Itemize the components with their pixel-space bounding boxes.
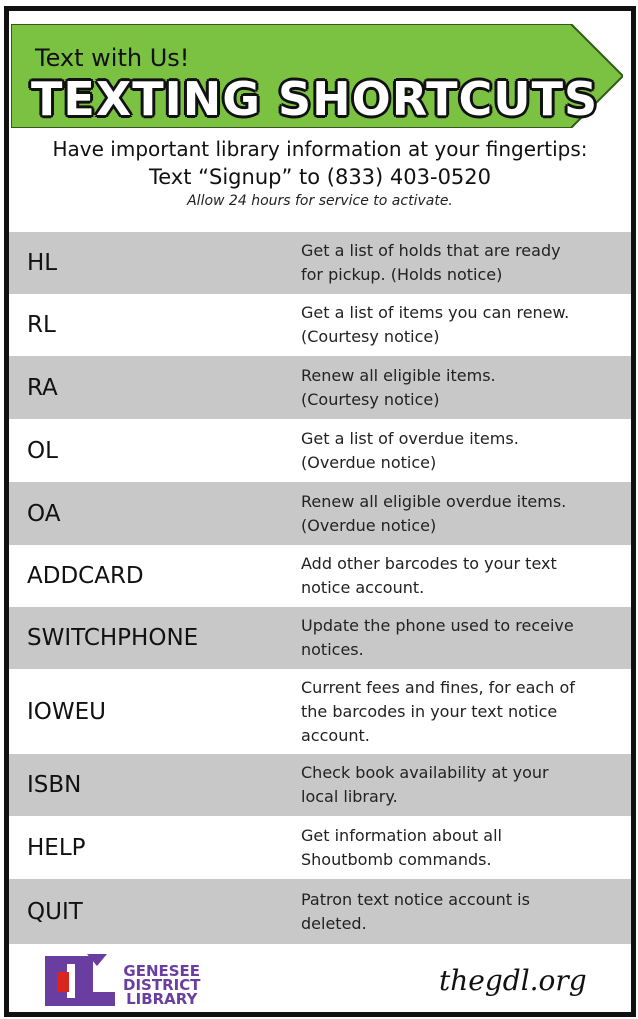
table-row xyxy=(9,356,631,419)
table-row xyxy=(9,879,631,944)
shortcut-code: ADDCARD xyxy=(27,563,144,589)
intro-section xyxy=(9,137,631,209)
shortcut-code: RL xyxy=(27,312,56,338)
intro-note: Allow 24 hours for service to activate. xyxy=(187,193,453,209)
shortcut-description: Patron text notice account is deleted. xyxy=(301,889,530,933)
shortcut-code: HELP xyxy=(27,834,86,861)
intro-signup-instruction: Text “Signup” to (833) 403-0520 xyxy=(148,165,492,189)
shortcut-code: RA xyxy=(27,374,58,401)
shortcut-description: Check book availability at your local library. xyxy=(301,763,549,806)
shortcut-description: Renew all eligible items. (Courtesy notice) xyxy=(301,365,496,409)
shortcut-code: SWITCHPHONE xyxy=(27,625,199,651)
table-row xyxy=(9,232,631,294)
shortcut-code: OA xyxy=(27,500,61,527)
shortcut-table xyxy=(9,232,631,944)
shortcut-description: Get information about all Shoutbomb commands. xyxy=(301,825,502,869)
table-row xyxy=(9,545,631,607)
table-row xyxy=(9,419,631,482)
shortcut-description: Get a list of items you can renew. (Courtesy notice) xyxy=(301,303,570,346)
table-row xyxy=(9,294,631,356)
shortcut-code: ISBN xyxy=(27,772,82,798)
library-logo-mark xyxy=(43,952,123,1010)
table-row xyxy=(9,754,631,816)
shortcut-code: OL xyxy=(27,437,58,464)
website-address[interactable]: thegdl.org xyxy=(439,964,587,997)
shortcut-code: IOWEU xyxy=(27,698,106,725)
shortcut-description: Get a list of overdue items. (Overdue notice) xyxy=(301,428,519,472)
banner-subtitle: Text with Us! xyxy=(35,44,190,72)
footer xyxy=(9,944,631,1010)
shortcut-description: Add other barcodes to your text notice account. xyxy=(301,554,557,597)
intro-headline: Have important library information at your fingertips: xyxy=(52,137,588,161)
table-row xyxy=(9,482,631,545)
library-logo xyxy=(43,952,213,1010)
shortcut-code: HL xyxy=(27,250,58,276)
poster-frame xyxy=(4,6,636,1017)
shortcut-description: Current fees and fines, for each of the barcodes in your text notice account. xyxy=(301,677,575,745)
shortcut-description: Get a list of holds that are ready for pickup. (Holds notice) xyxy=(301,241,561,284)
shortcut-description: Renew all eligible overdue items. (Overdue notice) xyxy=(301,491,567,535)
header-banner xyxy=(11,24,623,128)
banner-title: TEXTING SHORTCUTS xyxy=(31,72,599,126)
table-row xyxy=(9,607,631,669)
library-logo-text: GENESEE DISTRICT LIBRARY xyxy=(123,962,201,1008)
shortcut-code: QUIT xyxy=(27,898,83,925)
shortcut-description: Update the phone used to receive notices. xyxy=(301,616,574,659)
table-row xyxy=(9,669,631,754)
table-row xyxy=(9,816,631,879)
